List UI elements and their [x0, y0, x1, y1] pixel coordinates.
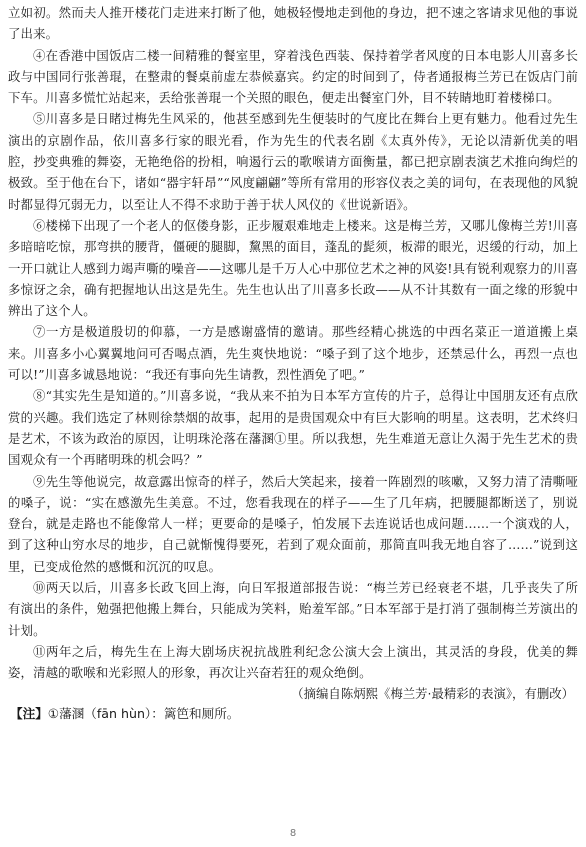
paragraph-intro: 立如初。然而夫人推开楼花门走进来打断了他，她极轻慢地走到他的身边，把不速之客请求见他的事说了出来。	[8, 5, 578, 42]
page-number: 8	[289, 828, 297, 839]
paragraph-6: ⑥楼梯下出现了一个老人的伛偻身影，正步履艰难地走上楼来。这是梅兰芳，又哪儿像梅兰芳!川喜多暗暗吃惊，那弯拱的腰背，僵硬的腿脚，黧黑的面目，蓬乱的髭须，板滞的眼光，迟缓的行动，加上一开口就让人感到力竭声嘶的噪音——这哪儿是千万人心中那位艺术之神的风姿!具有锐利观察力的川喜多惊讶之余，确有把握地认出这是先生。先生也认出了川喜多长政——从不计其数有一面之缘的形貌中辨出了这个人。	[8, 217, 578, 319]
paragraph-11: ⑪两年之后，梅先生在上海大剧场庆祝抗战胜利纪念公演大会上演出，其灵活的身段，优美的舞姿，清越的歌喉和光彩照人的形象，再次让兴奋若狂的观众绝倒。	[8, 643, 578, 681]
footnote-label: 【注】	[10, 705, 48, 721]
footnote	[8, 703, 578, 724]
paragraph-10: ⑩两天以后，川喜多长政飞回上海，向日军报道部报告说：“梅兰芳已经衰老不堪，几乎丧失了所有演出的条件，勉强把他搬上舞台，只能成为笑料，贻羞军部。”日本军部于是打消了强制梅兰芳演出的计划。	[8, 580, 578, 638]
paragraph-7: ⑦一方是极道殷切的仰慕，一方是感谢盛情的邀请。那些经精心挑选的中西名菜正一道道搬上桌来。川喜多小心翼翼地问可否喝点酒，先生爽快地说：“嗓子到了这个地步，还禁忌什么，再烈一点也可以!”川喜多诚恳地说：“我还有事向先生请教，烈性酒免了吧。”	[8, 324, 578, 383]
paragraph-8: ⑧“其实先生是知道的。”川喜多说，“我从来不拍为日本军方宣传的片子，总得让中国朋友还有点欣赏的兴趣。我们选定了林则徐禁烟的故事，起用的是贵国观众中有巨大影响的明星。这表明，艺术终归是艺术，不该为政治的原因，让明珠沦落在藩溷①里。所以我想，先生难道无意让久渴于先生艺术的贵国观众有一个再睹明珠的机会吗？”	[8, 388, 578, 468]
paragraph-9: ⑨先生等他说完，故意露出惊奇的样子，然后大笑起来，接着一阵剧烈的咳嗽，又努力清了清嘶哑的嗓子，说：“实在感激先生美意。不过，您看我现在的样子——生了几年病，把腰腿都断送了，别说登台，就是走路也不能像常人一样；更要命的是嗓子，怕发展下去连说话也成问题……一个演戏的人，到了这种山穷水尽的地步，自己就惭愧得要死，若到了观众面前，那简直叫我无地自容了……”说到这里，已变成伧然的感慨和沉沉的叹息。	[8, 473, 578, 574]
source-citation: （摘编自陈炳熙《梅兰芳·最精彩的表演》，有删改）	[291, 685, 574, 701]
footnote-text: ①藩溷（fān hùn）：篱笆和厕所。	[47, 705, 240, 721]
paragraph-4: ④在香港中国饭店二楼一间精雅的餐室里，穿着浅色西装、保持着学者风度的日本电影人川喜多长政与中国同行张善琨，在整肃的餐桌前虚左恭候嘉宾。约定的时间到了，侍者通报梅兰芳已在饭店门前下车。川喜多慌忙站起来，丢给张善琨一个关照的眼色，便走出餐室门外，目不转睛地盯着楼梯口。	[8, 47, 578, 106]
paragraph-5: ⑤川喜多是日睹过梅先生风采的，他甚至感到先生便装时的气度比在舞台上更有魅力。他看过先生演出的京剧作品，依川喜多行家的眼光看，作为先生的代表名剧《太真外传》，无论以清新优美的唱腔，抄变典雅的舞姿，无艳绝俗的扮相，响遏行云的歌喉请方面衡量，都已把京剧表演艺术推向绚烂的极致。至于他在台下，诸如“器宇轩昂”“风度翩翩”等所有常用的形容仪表之美的词句，在表现他的风貌时都显得冗弱无力，以至让人不得不求助于善于状人风仪的《世说新语》。	[8, 111, 578, 212]
